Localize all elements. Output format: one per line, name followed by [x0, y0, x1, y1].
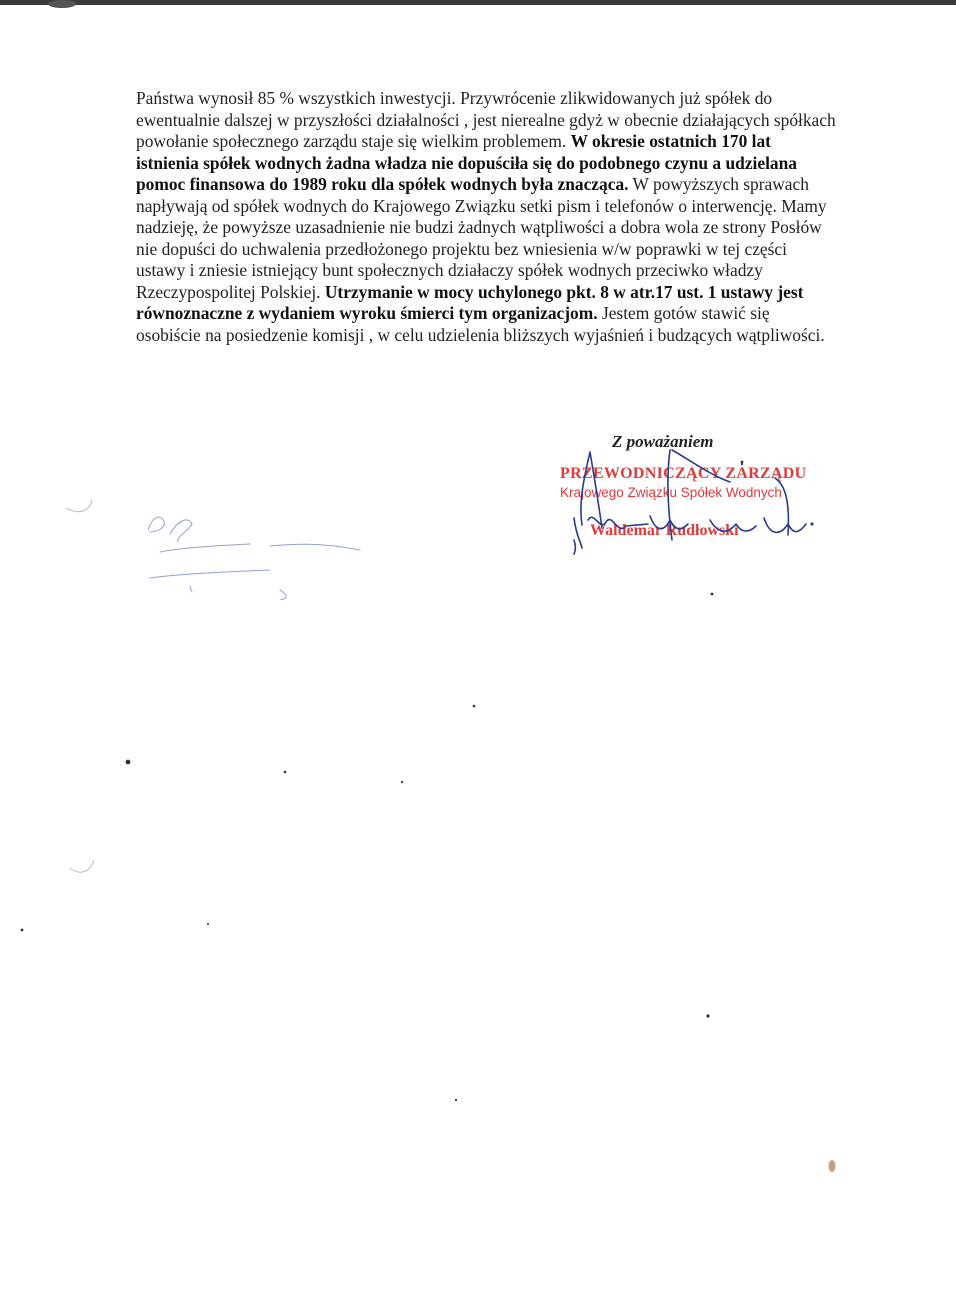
paragraph-bold-2: Utrzymanie w mocy uchylonego pkt. 8 w atr.17 ust. 1 ustawy jest równoznaczne z wydaniem wyroku śmierci tym organizacjom.: [136, 281, 804, 323]
letter-paragraph: [136, 88, 836, 346]
stamp-organization: Krajowego Związku Spółek Wodnych: [560, 485, 782, 500]
top-rule-icon: [0, 0, 956, 9]
paragraph-bold-1: W okresie ostatnich 170 lat istnienia spółek wodnych żadna władza nie dopuściła się do podobnego czynu a udzielana pomoc finansowa do 1989 roku dla spółek wodnych była znacząca.: [136, 131, 797, 194]
paragraph-text-1: Państwa wynosił 85 % wszystkich inwestycji. Przywrócenie zlikwidowanych już spółek do ewentualnie dalszej w przyszłości działalności , jest nierealne gdyż w obecnie działających spółkach powołanie społecznego zarządu staje się wielkim problemem.: [136, 88, 836, 151]
paragraph-text-2: W powyższych sprawach napływają od spółek wodnych do Krajowego Związku setki pism i telefonów o interwencję. Mamy nadzieję, że powyższe uzasadnienie nie budzi żadnych wątpliwości a dobra wola ze strony Posłów nie dopuści do uchwalenia przedłożonego projektu bez wniesienia w/w poprawki w tej części ustawy i zniesie istniejący bunt społecznych działaczy spółek wodnych przeciwko władzy Rzeczypospolitej Polskiej.: [136, 174, 827, 302]
pencil-note-icon: [130, 490, 380, 600]
paragraph-text-3: Jestem gotów stawić się osobiście na posiedzenie komisji , w celu udzielenia bliższych wyjaśnień i budzących wątpliwości.: [136, 303, 825, 345]
stamp-name: Waldemar Rudłowski: [590, 522, 739, 539]
stamp-title: PRZEWODNICZĄCY ZARZĄDU: [560, 465, 807, 482]
handwritten-signature-icon: [560, 440, 820, 570]
closing-greeting: Z poważaniem: [612, 432, 714, 451]
